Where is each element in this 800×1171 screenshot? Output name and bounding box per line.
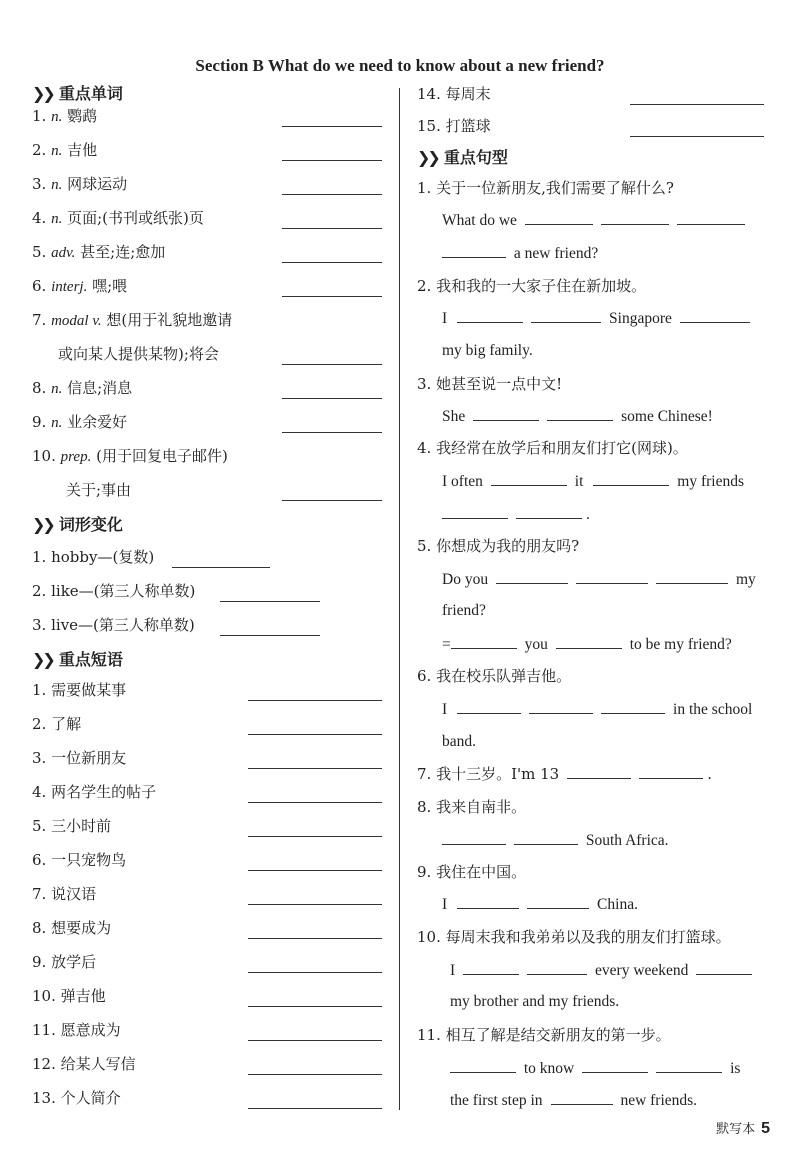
answer-blank[interactable] <box>442 830 506 845</box>
answer-blank[interactable] <box>282 280 382 297</box>
answer-blank[interactable] <box>248 888 382 905</box>
sentence-line: band. <box>442 733 477 750</box>
double-chevron-icon: ❯❯ <box>32 515 53 534</box>
sentence-line: I often it my friends <box>442 473 744 490</box>
sentence-prompt: 5. 你想成为我的朋友吗? <box>417 537 580 555</box>
answer-blank[interactable] <box>630 120 764 137</box>
sentence-line: Do you my <box>442 571 756 588</box>
phrase-item: 5. 三小时前 <box>32 817 112 835</box>
wordform-item: 3. live—(第三人称单数) <box>32 616 195 634</box>
sentence-line: I China. <box>442 896 638 913</box>
answer-blank[interactable] <box>473 406 539 421</box>
phrase-item: 7. 说汉语 <box>32 885 97 903</box>
answer-blank[interactable] <box>516 504 582 519</box>
phrase-item: 4. 两名学生的帖子 <box>32 783 157 801</box>
answer-blank[interactable] <box>593 471 669 486</box>
answer-blank[interactable] <box>248 1024 382 1041</box>
answer-blank[interactable] <box>630 88 764 105</box>
sentence-prompt: 4. 我经常在放学后和朋友们打它(网球)。 <box>417 439 688 457</box>
phrase-item: 11. 愿意成为 <box>32 1021 121 1039</box>
answer-blank[interactable] <box>248 1058 382 1075</box>
wordform-item: 1. hobby—(复数) <box>32 548 155 566</box>
section-title: 重点单词 <box>58 84 123 103</box>
sentence-line: She some Chinese! <box>442 408 713 425</box>
sentence-prompt: 3. 她甚至说一点中文! <box>417 375 563 393</box>
heading-sentences <box>417 148 508 168</box>
phrase-item: 13. 个人简介 <box>32 1089 121 1107</box>
answer-blank[interactable] <box>442 243 506 258</box>
answer-blank[interactable] <box>451 634 517 649</box>
vocab-item: 2. n. 吉他 <box>32 141 98 159</box>
sentence-prompt: 6. 我在校乐队弹吉他。 <box>417 667 572 685</box>
answer-blank[interactable] <box>496 569 568 584</box>
vocab-item-cont: 或向某人提供某物);将会 <box>58 345 219 363</box>
answer-blank[interactable] <box>463 960 519 975</box>
vocab-item: 10. prep. (用于回复电子邮件) <box>32 447 228 465</box>
phrase-item: 3. 一位新朋友 <box>32 749 127 767</box>
answer-blank[interactable] <box>220 585 320 602</box>
answer-blank[interactable] <box>527 894 589 909</box>
answer-blank[interactable] <box>282 178 382 195</box>
answer-blank[interactable] <box>656 1058 722 1073</box>
double-chevron-icon: ❯❯ <box>32 84 53 103</box>
answer-blank[interactable] <box>248 854 382 871</box>
answer-blank[interactable] <box>282 246 382 263</box>
answer-blank[interactable] <box>248 718 382 735</box>
answer-blank[interactable] <box>547 406 613 421</box>
answer-blank[interactable] <box>450 1058 516 1073</box>
answer-blank[interactable] <box>529 699 593 714</box>
answer-blank[interactable] <box>576 569 648 584</box>
answer-blank[interactable] <box>551 1090 613 1105</box>
phrase-item: 9. 放学后 <box>32 953 97 971</box>
answer-blank[interactable] <box>457 308 523 323</box>
answer-blank[interactable] <box>220 619 320 636</box>
page-footer <box>716 1118 770 1138</box>
sentence-prompt: 8. 我来自南非。 <box>417 798 527 816</box>
sentence-prompt: 1. 关于一位新朋友,我们需要了解什么? <box>417 179 674 197</box>
phrase-item: 6. 一只宠物鸟 <box>32 851 127 869</box>
answer-blank[interactable] <box>491 471 567 486</box>
wordform-item: 2. like—(第三人称单数) <box>32 582 196 600</box>
answer-blank[interactable] <box>248 1092 382 1109</box>
vocab-item: 1. n. 鹦鹉 <box>32 107 98 125</box>
answer-blank[interactable] <box>527 960 587 975</box>
phrase-item: 10. 弹吉他 <box>32 987 106 1005</box>
phrase-item: 12. 给某人写信 <box>32 1055 136 1073</box>
sentence-line: friend? <box>442 602 486 619</box>
answer-blank[interactable] <box>282 484 382 501</box>
answer-blank[interactable] <box>282 144 382 161</box>
answer-blank[interactable] <box>248 820 382 837</box>
vocab-item: 6. interj. 嘿;喂 <box>32 277 128 295</box>
phrase-item: 15. 打篮球 <box>417 117 491 135</box>
answer-blank[interactable] <box>639 764 703 779</box>
sentence-line: the first step in new friends. <box>450 1092 698 1109</box>
sentence-line: to know is <box>450 1058 740 1079</box>
sentence-line: South Africa. <box>442 830 669 851</box>
phrase-item: 14. 每周末 <box>417 85 491 103</box>
sentence-prompt: 9. 我住在中国。 <box>417 863 527 881</box>
sentence-prompt: 2. 我和我的一大家子住在新加坡。 <box>417 277 647 295</box>
vocab-item: 7. modal v. 想(用于礼貌地邀请 <box>32 311 233 329</box>
sentence-prompt: 11. 相互了解是结交新朋友的第一步。 <box>417 1026 671 1044</box>
sentence-line: I every weekend <box>450 960 756 981</box>
answer-blank[interactable] <box>282 212 382 229</box>
answer-blank[interactable] <box>248 786 382 803</box>
answer-blank[interactable] <box>582 1058 648 1073</box>
vocab-item-cont: 关于;事由 <box>66 481 132 499</box>
answer-blank[interactable] <box>531 308 601 323</box>
sentence-line: my big family. <box>442 342 533 359</box>
answer-blank[interactable] <box>248 956 382 973</box>
answer-blank[interactable] <box>680 308 750 323</box>
answer-blank[interactable] <box>601 699 665 714</box>
answer-blank[interactable] <box>656 569 728 584</box>
sentence-line: my brother and my friends. <box>450 993 620 1010</box>
answer-blank[interactable] <box>567 764 631 779</box>
answer-blank[interactable] <box>601 210 669 225</box>
vocab-item: 8. n. 信息;消息 <box>32 379 133 397</box>
section-title: 重点短语 <box>58 650 123 669</box>
answer-blank[interactable] <box>514 830 578 845</box>
answer-blank[interactable] <box>248 990 382 1007</box>
answer-blank[interactable] <box>282 110 382 127</box>
sentence-line: I in the school <box>442 701 753 718</box>
phrase-item: 2. 了解 <box>32 715 82 733</box>
section-title: 重点句型 <box>443 148 508 167</box>
sentence-line: What do we <box>442 210 749 231</box>
column-divider <box>399 88 400 1110</box>
section-title: 词形变化 <box>58 515 123 534</box>
double-chevron-icon: ❯❯ <box>32 650 53 669</box>
sentence-line: = you to be my friend? <box>442 636 732 653</box>
answer-blank[interactable] <box>282 348 382 365</box>
sentence-line: . <box>442 504 590 525</box>
sentence-line: a new friend? <box>442 243 598 264</box>
phrase-item: 1. 需要做某事 <box>32 681 127 699</box>
heading-wordforms <box>32 515 123 535</box>
page-title: Section B What do we need to know about a new friend? <box>195 56 605 75</box>
answer-blank[interactable] <box>282 416 382 433</box>
phrase-item: 8. 想要成为 <box>32 919 112 937</box>
sentence-line: I Singapore <box>442 308 754 329</box>
answer-blank[interactable] <box>248 752 382 769</box>
answer-blank[interactable] <box>248 922 382 939</box>
answer-blank[interactable] <box>556 634 622 649</box>
answer-blank[interactable] <box>677 210 745 225</box>
heading-vocab <box>32 84 123 104</box>
answer-blank[interactable] <box>525 210 593 225</box>
answer-blank[interactable] <box>172 551 270 568</box>
answer-blank[interactable] <box>442 504 508 519</box>
vocab-item: 3. n. 网球运动 <box>32 175 128 193</box>
vocab-item: 9. n. 业余爱好 <box>32 413 128 431</box>
answer-blank[interactable] <box>248 684 382 701</box>
answer-blank[interactable] <box>696 960 752 975</box>
answer-blank[interactable] <box>457 894 519 909</box>
vocab-item: 4. n. 页面;(书刊或纸张)页 <box>32 209 204 227</box>
vocab-item: 5. adv. 甚至;连;愈加 <box>32 243 166 261</box>
page-number: 5 <box>761 1120 770 1137</box>
sentence-prompt: 10. 每周末我和我弟弟以及我的朋友们打篮球。 <box>417 928 731 946</box>
answer-blank[interactable] <box>457 699 521 714</box>
answer-blank[interactable] <box>282 382 382 399</box>
double-chevron-icon: ❯❯ <box>417 148 438 167</box>
sentence-prompt: 7. 我十三岁。I'm 13 . <box>417 765 713 783</box>
footer-label: 默写本 <box>716 1122 756 1137</box>
heading-phrases <box>32 650 123 670</box>
